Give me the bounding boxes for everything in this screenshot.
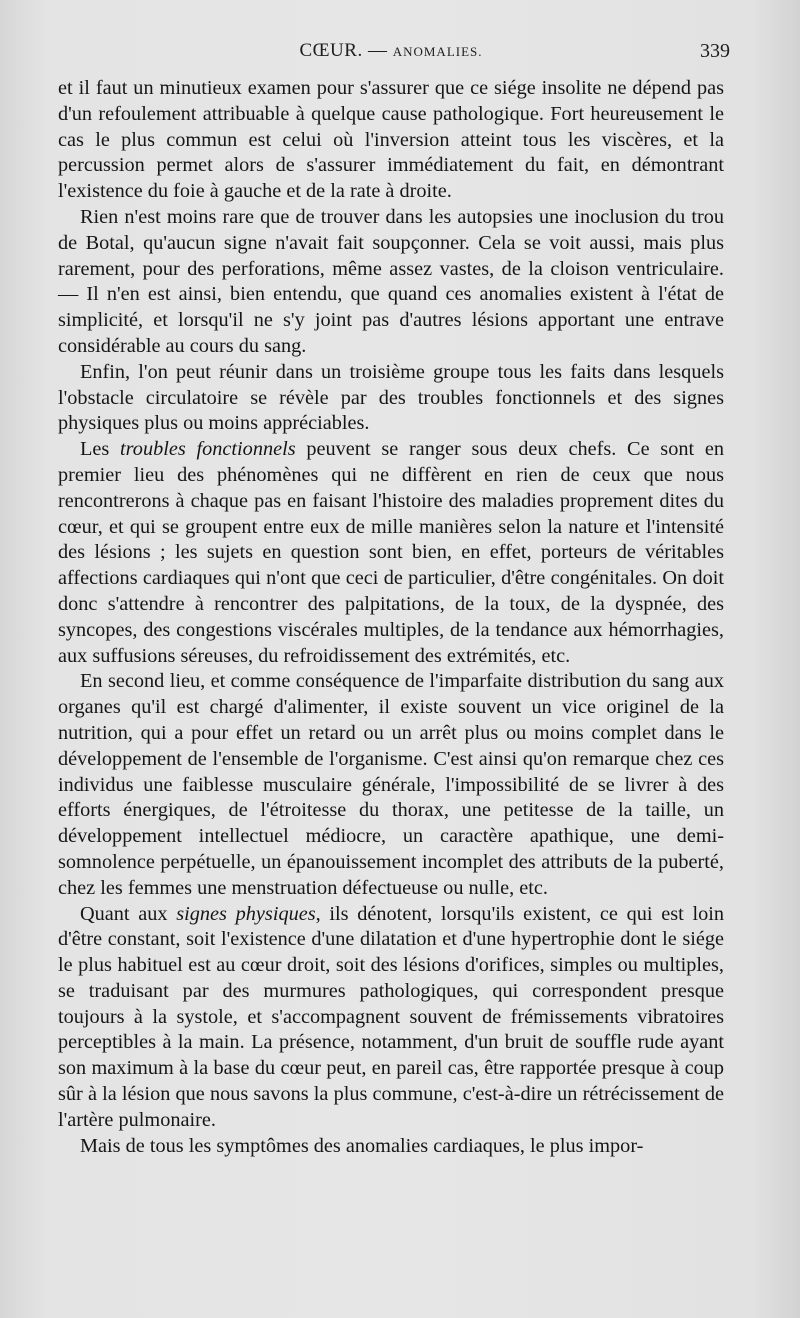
paragraph-7: Mais de tous les symptômes des anomalies cardiaques, le plus impor-: [80, 1134, 644, 1157]
running-title-main: CŒUR.: [299, 40, 363, 61]
paragraph-2: Rien n'est moins rare que de trouver dans les autopsies une inoclusion du trou de Botal, qu'aucun signe n'avait fait soupçonner. Cela se voit aussi, mais plus rarement, pour des perforations, même assez vastes, de la cloison ventriculaire. — Il n'en est ainsi, bien entendu, que quand ces anomalies existent à l'état de simplicité, et lorsqu'il ne s'y joint pas d'autres lésions apportant une entrave considérable au cours du sang.: [58, 205, 724, 357]
paragraph-3: Enfin, l'on peut réunir dans un troisième groupe tous les faits dans lesquels l'obstacle circulatoire se révèle par des troubles fonctionnels et des signes physiques plus ou moins appréciables.: [58, 360, 724, 435]
paragraph-4: [58, 437, 724, 669]
body-text: [58, 76, 724, 1159]
paragraph-4-rest: peuvent se ranger sous deux chefs. Ce sont en premier lieu des phénomènes qui ne diffèrent en rien de ceux que nous rencontrerons à chaque pas en faisant l'histoire des maladies proprement dites du cœur, et qui se groupent entre eux de mille manières selon la nature et l'intensité des lésions ; les sujets en question sont bien, en effet, porteurs de véritables affections cardiaques qui n'ont que ceci de particulier, d'être congénitales. On doit donc s'attendre à rencontrer des palpitations, de la toux, de la dyspnée, des syncopes, des congestions viscérales multiples, de la tendance aux hémorrhagies, aux suffusions séreuses, du refroidissement des extrémités, etc.: [58, 438, 725, 667]
paragraph-6-start: Quant aux: [80, 902, 177, 925]
paragraph-4-emphasis: troubles fonctionnels: [120, 438, 296, 461]
running-title: [58, 40, 724, 62]
paragraph-5: En second lieu, et comme conséquence de l'imparfaite distribution du sang aux organes qu'il est chargé d'alimenter, il existe souvent un vice originel de la nutrition, qui a pour effet un retard ou un arrêt plus ou moins complet dans le développement de l'ensemble de l'organisme. C'est ainsi qu'on remarque chez ces individus une faiblesse musculaire générale, l'impossibilité de se livrer à des efforts énergiques, de l'étroitesse du thorax, une petitesse de la taille, un développement intellectuel médiocre, un caractère apathique, une demi-somnolence perpétuelle, un épanouissement incomplet des attributs de la puberté, chez les femmes une menstruation défectueuse ou nulle, etc.: [58, 670, 724, 899]
paragraph-1: et il faut un minutieux examen pour s'assurer que ce siége insolite ne dépend pas d'un refoulement attribuable à quelque cause pathologique. Fort heureusement le cas le plus commun est celui où l'inversion atteint tous les viscères, et la percussion permet alors de s'assurer immédiatement du fait, en démontrant l'existence du foie à gauche et de la rate à droite.: [58, 77, 724, 203]
paragraph-6: [58, 902, 724, 1134]
page-header: [58, 40, 730, 70]
paragraph-6-emphasis: signes physiques: [176, 902, 316, 925]
paragraph-4-start: Les: [80, 438, 121, 461]
page-number: 339: [700, 40, 730, 62]
paragraph-6-rest: , ils dénotent, lorsqu'ils existent, ce qui est loin d'être constant, soit l'existence d'une dilatation et d'une hypertrophie dont le siége le plus habituel est au cœur droit, soit des lésions d'orifices, simples ou multiples, se traduisant par des murmures pathologiques, qui correspondent presque toujours à la systole, et s'accompagnent souvent de frémissements vibratoires perceptibles à la main. La présence, notamment, d'un bruit de souffle rude ayant son maximum à la base du cœur peut, en pareil cas, être rapportée presque à coup sûr à la lésion que nous savons la plus commune, c'est-à-dire un rétrécissement de l'artère pulmonaire.: [58, 902, 725, 1131]
running-title-separator: —: [362, 40, 393, 61]
running-title-subtitle: ANOMALIES.: [392, 44, 483, 59]
